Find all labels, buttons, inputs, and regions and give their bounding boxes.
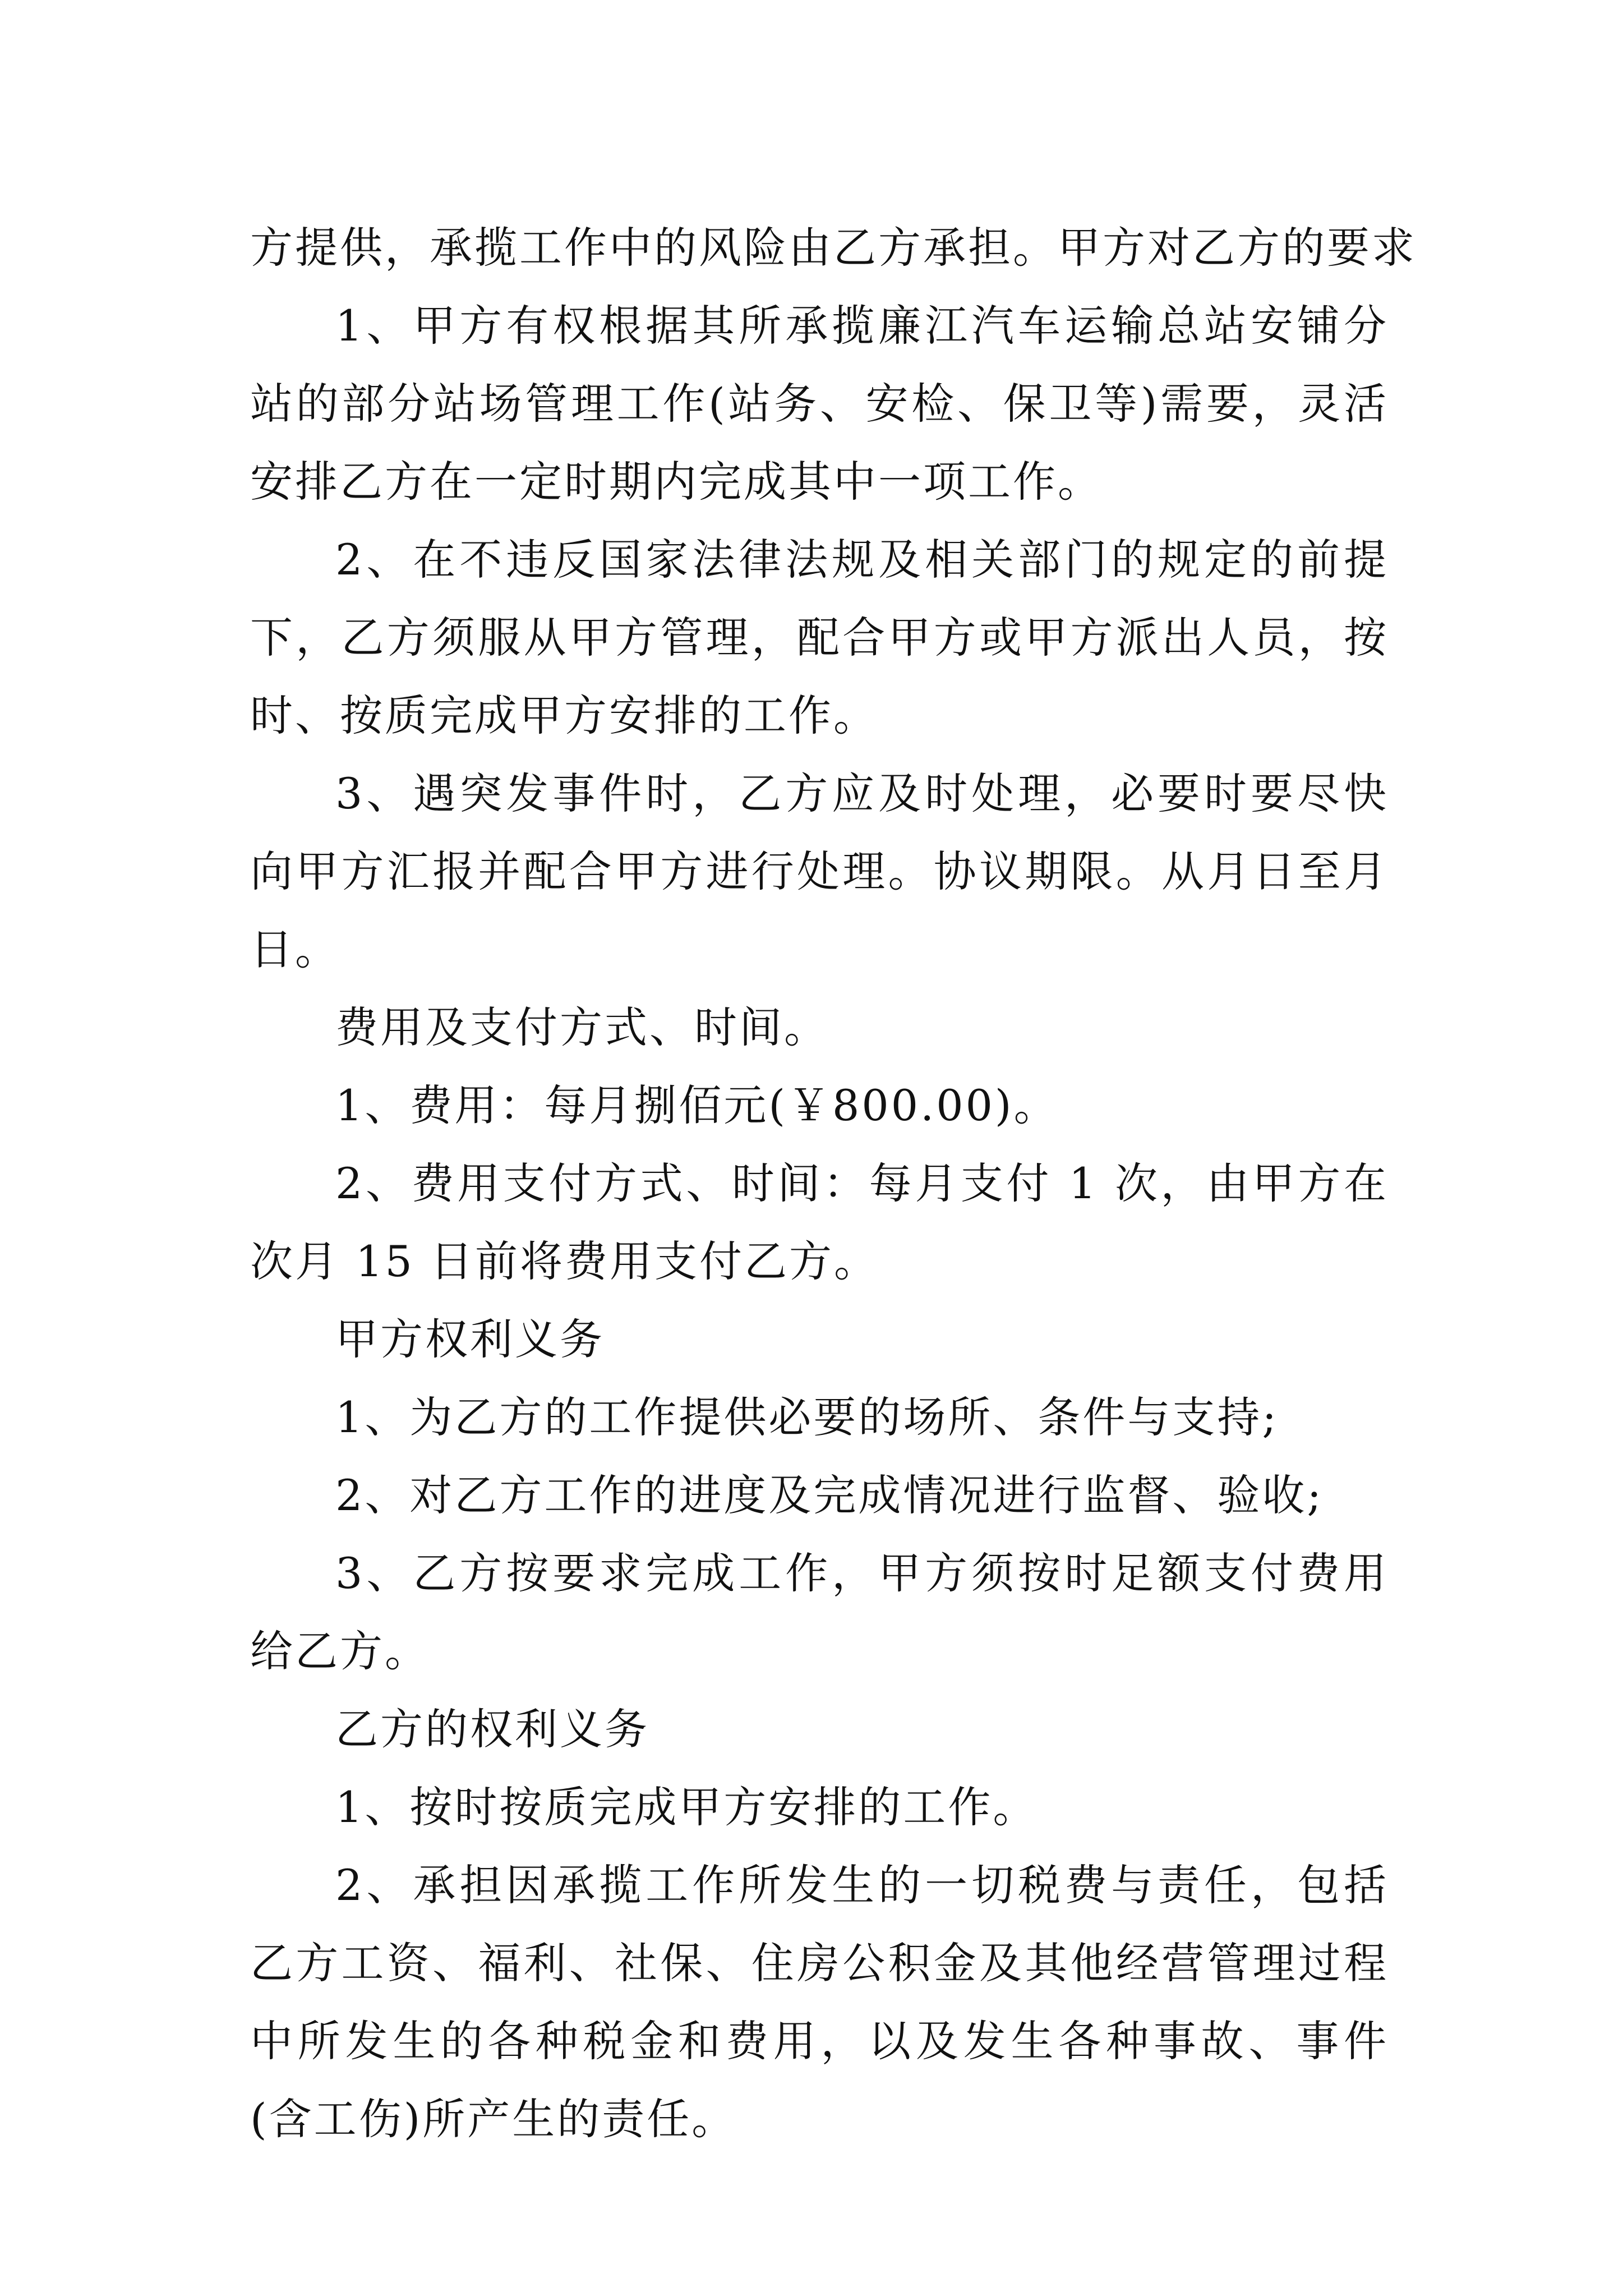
paragraph-8: 甲方权利义务 [335, 1314, 605, 1364]
paragraph-6: 1、费用：每月捌佰元(￥800.00)。 [335, 1080, 1059, 1130]
paragraph-1: 方提供，承揽工作中的风险由乙方承担。甲方对乙方的要求 [250, 223, 1417, 273]
paragraph-12: 乙方的权利义务 [335, 1704, 649, 1754]
paragraph-7: 2、费用支付方式、时间：每月支付 1 次，由甲方在次月 15 日前将费用支付乙方。 [250, 1158, 1389, 1286]
paragraph-11: 3、乙方按要求完成工作，甲方须按时足额支付费用给乙方。 [250, 1548, 1389, 1676]
paragraph-13: 1、按时按质完成甲方安排的工作。 [335, 1782, 1038, 1832]
paragraph-9: 1、为乙方的工作提供必要的场所、条件与支持; [335, 1392, 1279, 1442]
paragraph-5: 费用及支付方式、时间。 [335, 1002, 829, 1052]
document-body [250, 209, 1417, 2158]
paragraph-3: 2、在不违反国家法律法规及相关部门的规定的前提下，乙方须服从甲方管理，配合甲方或甲方派出人员，按时、按质完成甲方安排的工作。 [250, 535, 1389, 740]
paragraph-2: 1、甲方有权根据其所承揽廉江汽车运输总站安铺分站的部分站场管理工作(站务、安检、保卫等)需要，灵活安排乙方在一定时期内完成其中一项工作。 [250, 301, 1389, 507]
paragraph-14: 2、承担因承揽工作所发生的一切税费与责任，包括乙方工资、福利、社保、住房公积金及其他经营管理过程中所发生的各种税金和费用，以及发生各种事故、事件(含工伤)所产生的责任。 [250, 1860, 1389, 2144]
paragraph-10: 2、对乙方工作的进度及完成情况进行监督、验收; [335, 1470, 1324, 1520]
paragraph-4: 3、遇突发事件时，乙方应及时处理，必要时要尽快向甲方汇报并配合甲方进行处理。协议期限。从月日至月日。 [250, 769, 1389, 974]
